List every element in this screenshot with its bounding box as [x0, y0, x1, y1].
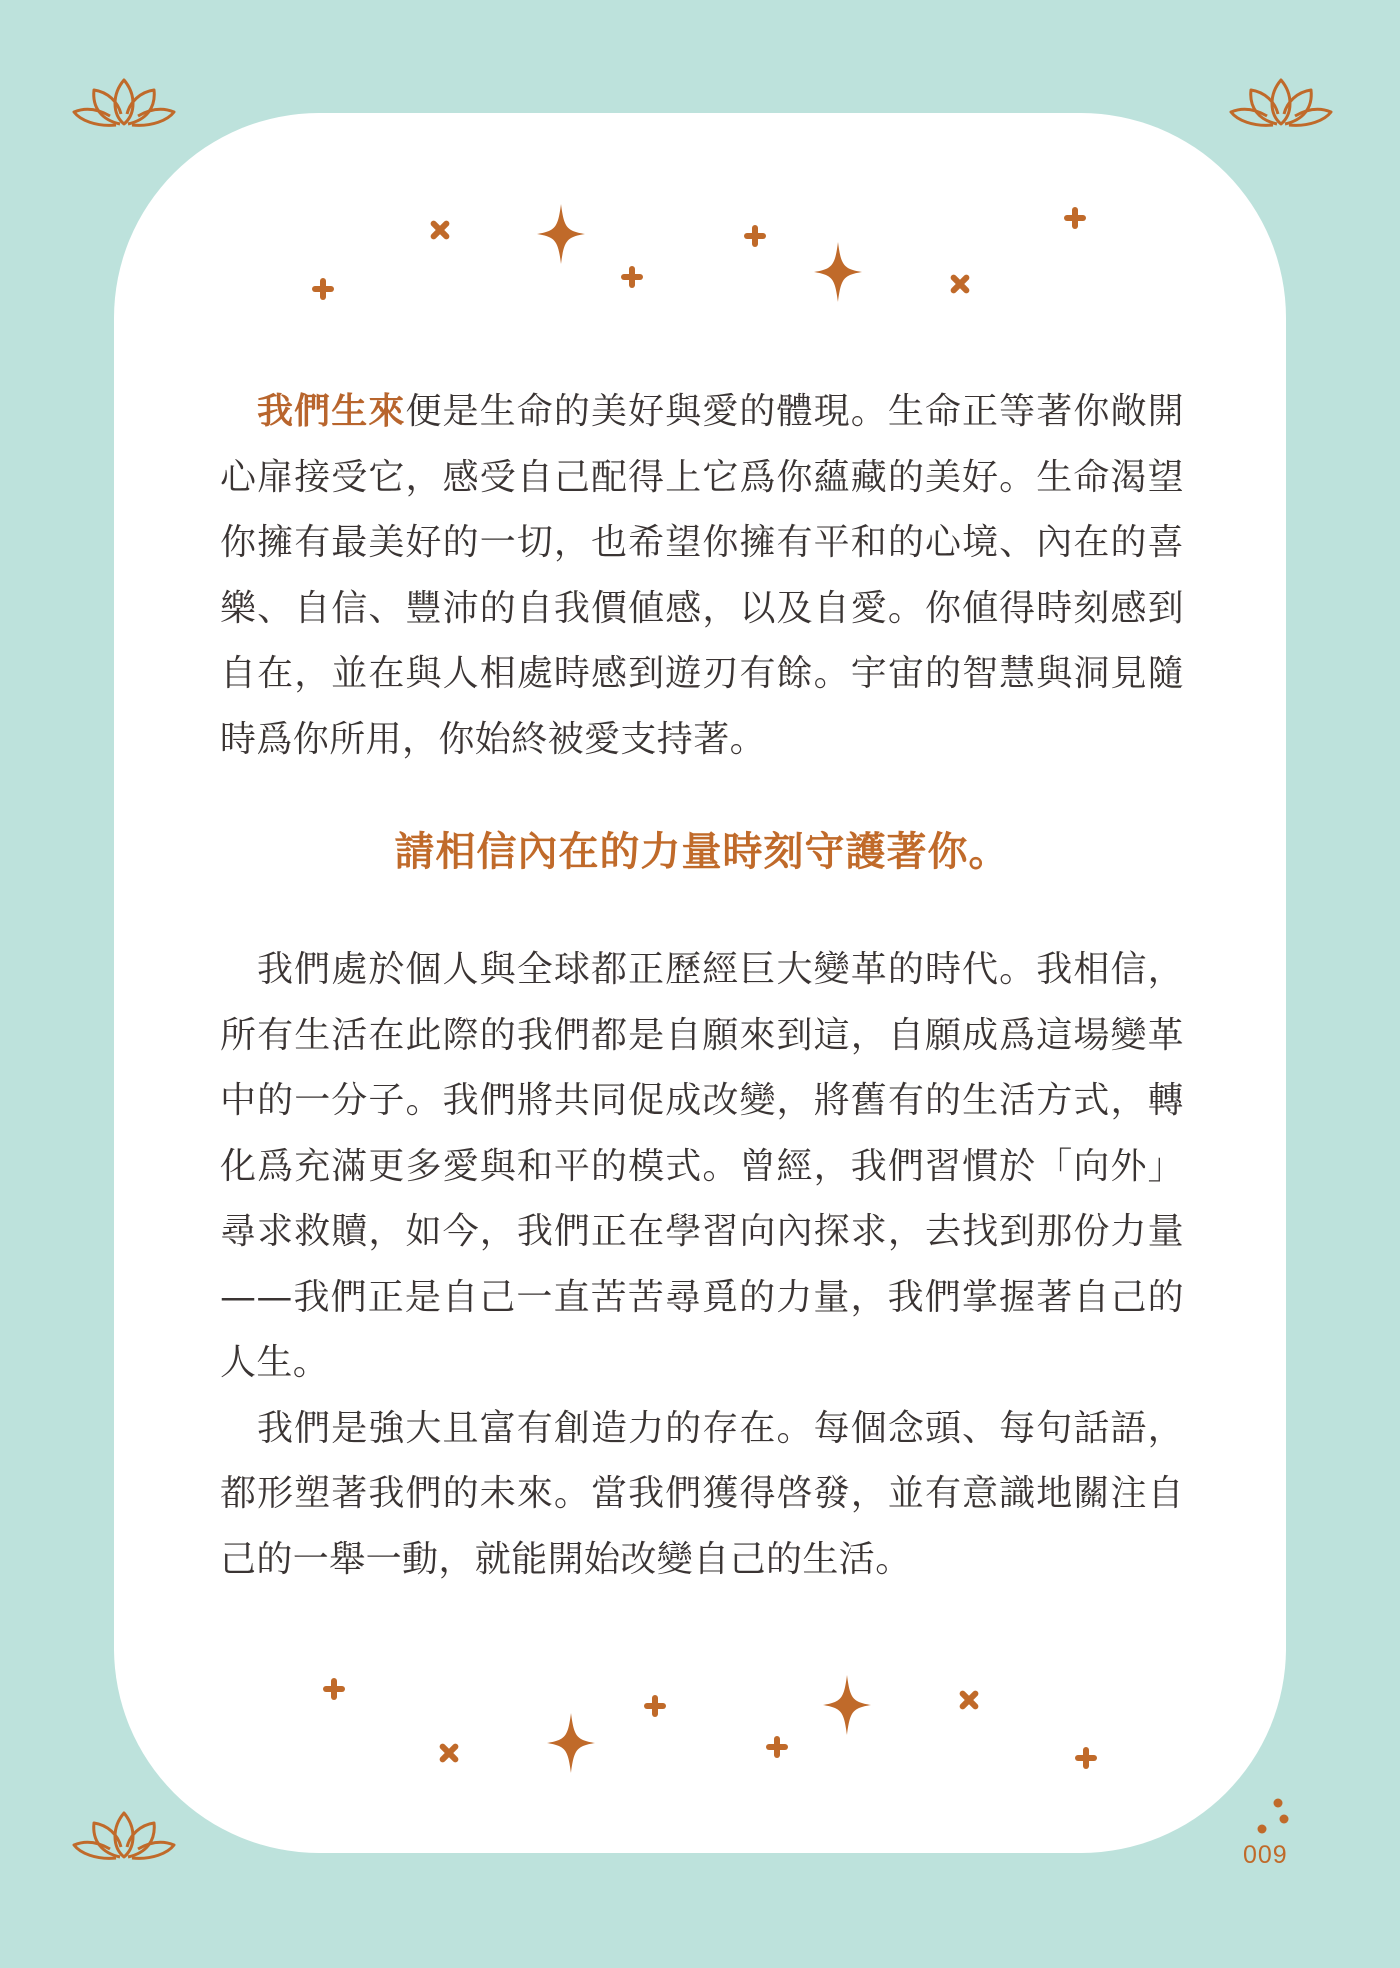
page-number: 009: [1243, 1841, 1288, 1869]
lotus-icon: [74, 1813, 174, 1858]
intro-paragraph-text: 便是生命的美好與愛的體現。生命正等著你敞開心扉接受它，感受自己配得上它爲你蘊藏的美好。生命渴望你擁有最美好的一切，也希望你擁有平和的心境、內在的喜樂、自信、豐沛的自我價値感，以及自愛。你値得時刻感到自在，並在與人相處時感到遊刃有餘。宇宙的智慧與洞見隨時爲你所用，你始終被愛支持著。: [220, 391, 1184, 760]
lead-phrase: 我們生來: [257, 391, 406, 432]
intro-paragraph: [220, 379, 1184, 772]
body-paragraphs-block: [220, 937, 1184, 1592]
dots-icon: [1258, 1799, 1289, 1834]
body-paragraph: 我們處於個人與全球都正歷經巨大變革的時代。我相信，所有生活在此際的我們都是自願來到這，自願成爲這場變革中的一分子。我們將共同促成改變，將舊有的生活方式，轉化爲充滿更多愛與和平的模式。曾經，我們習慣於「向外」尋求救贖，如今，我們正在學習向內探求，去找到那份力量——我們正是自己一直苦苦尋覓的力量，我們掌握著自己的人生。: [220, 949, 1184, 1383]
headline: 請相信內在的力量時刻守護著你。: [394, 829, 1010, 875]
intro-paragraph-block: [220, 379, 1184, 772]
body-paragraph: 我們是強大且富有創造力的存在。每個念頭、每句話語，都形塑著我們的未來。當我們獲得啓發，並有意識地關注自己的一舉一動，就能開始改變自己的生活。: [220, 1407, 1184, 1580]
lotus-icon: [1231, 80, 1331, 125]
lotus-icon: [74, 80, 174, 125]
